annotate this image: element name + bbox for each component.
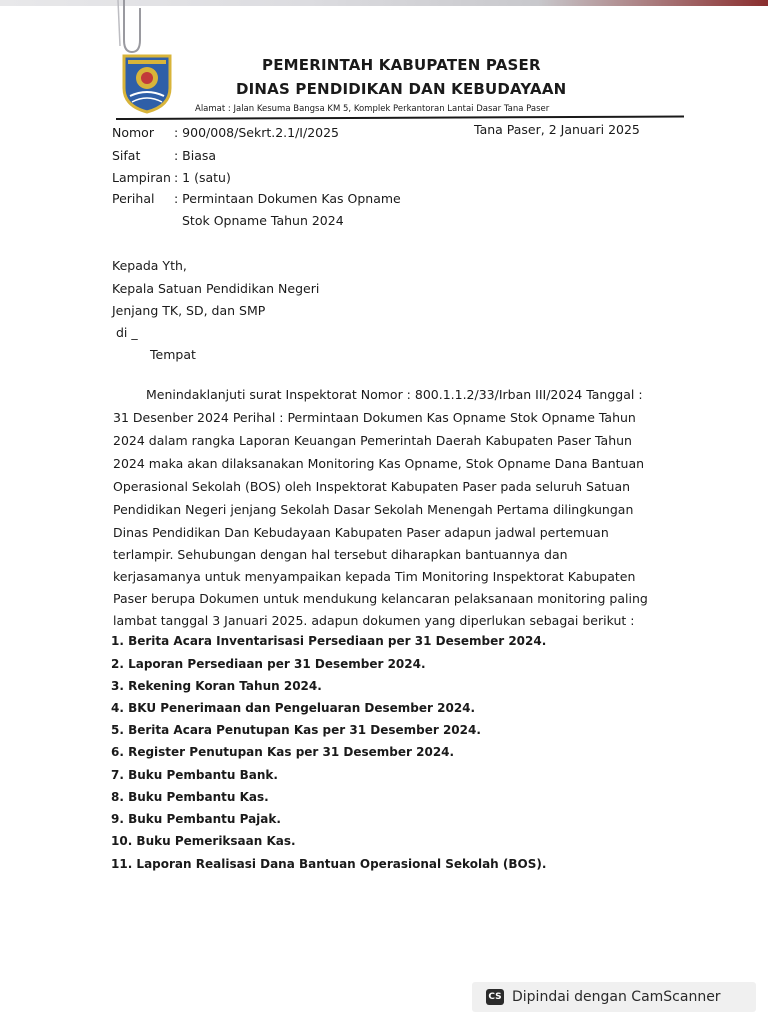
paper-clip-icon	[110, 0, 150, 60]
list-item: 1. Berita Acara Inventarisasi Persediaan per 31 Desember 2024.	[111, 634, 547, 648]
camscanner-watermark	[472, 982, 756, 1012]
list-item: 7. Buku Pembantu Bank.	[111, 768, 278, 782]
list-item: 6. Register Penutupan Kas per 31 Desember 2024.	[111, 745, 455, 759]
list-item: 8. Buku Pembantu Kas.	[111, 790, 269, 804]
recipient-di: di _	[116, 325, 138, 340]
recipient-greeting: Kepada Yth,	[112, 258, 187, 273]
body-line: Operasional Sekolah (BOS) oleh Inspektorat Kabupaten Paser pada seluruh Satuan	[113, 479, 631, 494]
body-line: terlampir. Sehubungan dengan hal tersebut diharapkan bantuannya dan	[113, 547, 568, 562]
camscanner-icon: CS	[486, 989, 504, 1005]
recipient-title: Kepala Satuan Pendidikan Negeri	[112, 281, 320, 296]
body-line: Paser berupa Dokumen untuk mendukung kelancaran pelaksanaan monitoring paling	[113, 591, 648, 606]
recipient-place: Tempat	[150, 347, 196, 362]
body-line: Pendidikan Negeri jenjang Sekolah Dasar Sekolah Menengah Pertama dilingkungan	[113, 502, 634, 517]
meta-value: : Permintaan Dokumen Kas Opname	[174, 191, 401, 206]
meta-label: Lampiran	[112, 170, 171, 185]
meta-lampiran	[112, 170, 231, 185]
body-line: kerjasamanya untuk menyampaikan kepada Tim Monitoring Inspektorat Kabupaten	[113, 569, 636, 584]
kabupaten-paser-emblem-icon	[118, 52, 176, 114]
recipient-level: Jenjang TK, SD, dan SMP	[112, 303, 266, 318]
meta-sifat	[112, 148, 216, 163]
body-line: 2024 maka akan dilaksanakan Monitoring Kas Opname, Stok Opname Dana Bantuan	[113, 456, 645, 471]
letterhead-department: DINAS PENDIDIKAN DAN KEBUDAYAAN	[236, 80, 567, 98]
list-item: 9. Buku Pembantu Pajak.	[111, 812, 281, 826]
list-item: 11. Laporan Realisasi Dana Bantuan Operasional Sekolah (BOS).	[111, 857, 547, 871]
meta-label: Sifat	[112, 148, 141, 163]
list-item: 5. Berita Acara Penutupan Kas per 31 Desember 2024.	[111, 723, 481, 737]
body-line: 31 Desenber 2024 Perihal : Permintaan Dokumen Kas Opname Stok Opname Tahun	[113, 410, 636, 425]
letter-date: Tana Paser, 2 Januari 2025	[474, 122, 640, 137]
body-line: lambat tanggal 3 Januari 2025. adapun dokumen yang diperlukan sebagai berikut :	[113, 613, 635, 628]
body-line: 2024 dalam rangka Laporan Keuangan Pemerintah Daerah Kabupaten Paser Tahun	[113, 433, 632, 448]
letterhead-divider	[116, 116, 684, 120]
meta-value: : Biasa	[174, 148, 217, 163]
meta-value: : 1 (satu)	[174, 170, 231, 185]
body-line: Menindaklanjuti surat Inspektorat Nomor : 800.1.1.2/33/Irban III/2024 Tanggal :	[146, 387, 643, 402]
meta-perihal-cont: Stok Opname Tahun 2024	[182, 213, 344, 228]
list-item: 10. Buku Pemeriksaan Kas.	[111, 834, 296, 848]
body-line: Dinas Pendidikan Dan Kebudayaan Kabupaten Paser adapun jadwal pertemuan	[113, 525, 609, 540]
list-item: 2. Laporan Persediaan per 31 Desember 2024.	[111, 657, 426, 671]
camscanner-label: Dipindai dengan CamScanner	[512, 989, 721, 1005]
meta-value: : 900/008/Sekrt.2.1/I/2025	[174, 125, 340, 140]
list-item: 3. Rekening Koran Tahun 2024.	[111, 679, 322, 693]
meta-label: Perihal	[112, 191, 155, 206]
meta-perihal	[112, 191, 401, 206]
meta-label: Nomor	[112, 125, 154, 140]
letterhead-government: PEMERINTAH KABUPATEN PASER	[262, 56, 541, 74]
meta-nomor	[112, 125, 339, 140]
letterhead-address: Alamat : Jalan Kesuma Bangsa KM 5, Komplek Perkantoran Lantai Dasar Tana Paser	[195, 104, 550, 114]
list-item: 4. BKU Penerimaan dan Pengeluaran Desember 2024.	[111, 701, 476, 715]
